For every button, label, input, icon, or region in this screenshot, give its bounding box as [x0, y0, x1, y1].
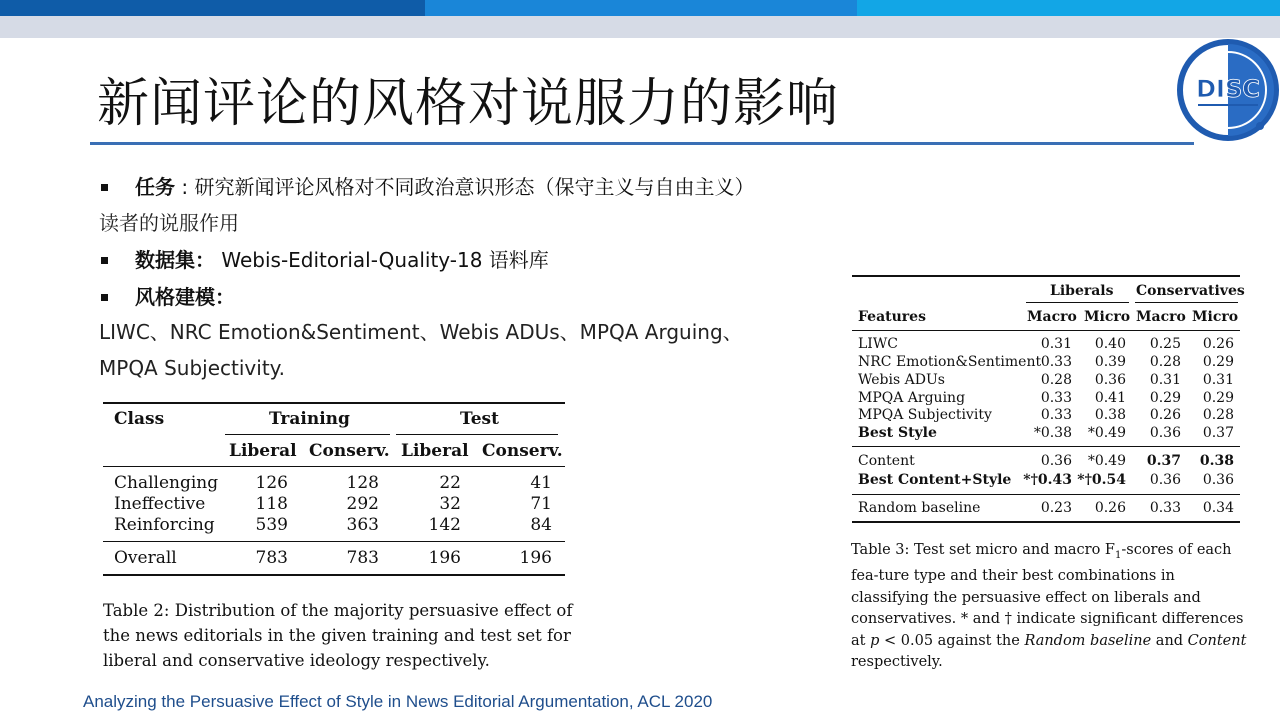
cell: 0.41 — [1094, 390, 1126, 406]
sub-header: Liberal — [229, 441, 297, 461]
dataset-bullet — [101, 245, 549, 275]
cell: 0.36 — [1202, 472, 1234, 488]
citation-footer: Analyzing the Persuasive Effect of Style in News Editorial Argumentation, ACL 2020 — [83, 692, 713, 711]
cell: 0.28 — [1202, 407, 1234, 423]
cell: 0.36 — [1040, 453, 1072, 469]
row-label: Best Content+Style — [858, 472, 1012, 488]
cell: 539 — [255, 515, 288, 535]
cell: 0.36 — [1094, 372, 1126, 388]
task-text-continued: 读者的说服作用 — [99, 211, 239, 235]
cell: *0.49 — [1087, 425, 1126, 441]
cell: 0.33 — [1040, 407, 1072, 423]
cell: 0.33 — [1149, 500, 1181, 516]
cell: 363 — [346, 515, 379, 535]
cell: 783 — [255, 548, 288, 568]
col-header-test: Test — [460, 409, 499, 429]
cell: 0.33 — [1040, 390, 1072, 406]
bullet-square-icon — [101, 294, 108, 301]
cell: 783 — [346, 548, 379, 568]
cell: 0.29 — [1202, 354, 1234, 370]
cell: 84 — [530, 515, 552, 535]
bullet-square-icon — [101, 184, 108, 191]
cell: 0.36 — [1149, 425, 1181, 441]
caption-subscript: 1 — [1114, 549, 1122, 561]
table-2-caption: Table 2: Distribution of the majority persuasive effect of the news editorials in the given training and test set for liberal and conservative ideology respectively. — [103, 601, 573, 670]
top-banner — [0, 0, 1280, 38]
row-label: Reinforcing — [114, 515, 215, 535]
task-bullet — [101, 172, 754, 202]
banner-segment — [0, 0, 425, 16]
cell: 0.33 — [1040, 354, 1072, 370]
table-3-caption — [851, 540, 1251, 674]
cell: 0.34 — [1202, 500, 1234, 516]
col-header-liberals: Liberals — [1050, 283, 1114, 299]
caption-text: -scores of each fea-ture type and their best combinations in classifying the persuasive effect on liberals and conservatives. * and † indicate significant differences at — [851, 542, 1244, 649]
cell: 196 — [519, 548, 552, 568]
row-label: Webis ADUs — [858, 372, 945, 388]
task-label: 任务 — [135, 175, 175, 199]
cell: 0.28 — [1040, 372, 1072, 388]
disc-logo-icon — [1176, 38, 1280, 142]
sub-header: Liberal — [401, 441, 469, 461]
cell: 0.26 — [1202, 336, 1234, 352]
style-bullet — [101, 282, 235, 312]
dataset-text: Webis-Editorial-Quality-18 语料库 — [215, 248, 549, 272]
style-text-line2: MPQA Subjectivity. — [99, 356, 285, 380]
cell: 0.37 — [1202, 425, 1234, 441]
cell: 0.36 — [1149, 472, 1181, 488]
row-label: Best Style — [858, 425, 937, 441]
row-label: MPQA Arguing — [858, 390, 966, 406]
cell: 22 — [439, 473, 461, 493]
cell: 71 — [530, 494, 552, 514]
sub-header: Macro — [1027, 309, 1077, 325]
cell: 0.31 — [1202, 372, 1234, 388]
style-label: 风格建模： — [135, 285, 235, 309]
title-divider — [90, 142, 1194, 145]
caption-italic: Content — [1187, 632, 1247, 649]
row-label: Random baseline — [858, 500, 981, 516]
cell: 118 — [255, 494, 288, 514]
caption-italic: p — [870, 632, 880, 649]
row-label: Challenging — [114, 473, 219, 493]
cell: 41 — [530, 473, 552, 493]
bullet-square-icon — [101, 257, 108, 264]
row-label: Ineffective — [114, 494, 206, 514]
cell: 0.31 — [1040, 336, 1072, 352]
task-text: : 研究新闻评论风格对不同政治意识形态（保守主义与自由主义） — [175, 175, 755, 199]
cell: 0.37 — [1146, 453, 1181, 469]
dataset-label: 数据集： — [135, 248, 215, 272]
cell: 0.29 — [1149, 390, 1181, 406]
sub-header: Micro — [1084, 309, 1131, 325]
col-header-class: Class — [114, 409, 165, 429]
cell: 32 — [439, 494, 461, 514]
cell: 0.25 — [1149, 336, 1181, 352]
banner-segment — [425, 0, 857, 16]
logo-text: DISC — [1196, 75, 1260, 103]
col-header-training: Training — [269, 409, 350, 429]
cell: 0.39 — [1094, 354, 1126, 370]
cell: 0.38 — [1094, 407, 1126, 423]
page-title: 新闻评论的风格对说服力的影响 — [97, 74, 840, 134]
cell: 126 — [255, 473, 288, 493]
sub-header: Macro — [1136, 309, 1186, 325]
caption-text: respectively. — [851, 654, 943, 671]
caption-text: Table 3: Test set micro and macro F — [851, 542, 1115, 558]
caption-text: and — [1151, 632, 1188, 649]
cell: 0.31 — [1149, 372, 1181, 388]
cell: 0.26 — [1149, 407, 1181, 423]
row-label: Content — [858, 453, 915, 469]
style-text-line1: LIWC、NRC Emotion&Sentiment、Webis ADUs、MPQA Arguing、 — [99, 320, 743, 344]
cell: 0.38 — [1199, 453, 1234, 469]
cell: 0.28 — [1149, 354, 1181, 370]
row-label: Overall — [114, 548, 177, 568]
cell: 0.29 — [1202, 390, 1234, 406]
banner-segment — [857, 0, 1280, 16]
cell: 0.26 — [1094, 500, 1126, 516]
caption-text: < 0.05 against the — [879, 632, 1025, 649]
col-header-features: Features — [858, 309, 926, 325]
cell: *†0.54 — [1077, 472, 1126, 488]
sub-header: Conserv. — [482, 441, 563, 461]
cell: *†0.43 — [1023, 472, 1072, 488]
col-header-conservatives: Conservatives — [1136, 283, 1245, 299]
cell: 0.40 — [1094, 336, 1126, 352]
banner-underline — [0, 16, 1280, 38]
cell: 128 — [346, 473, 379, 493]
caption-italic: Random baseline — [1024, 632, 1152, 649]
cell: 196 — [428, 548, 461, 568]
row-label: LIWC — [858, 336, 898, 352]
cell: *0.49 — [1087, 453, 1126, 469]
cell: 0.23 — [1040, 500, 1072, 516]
row-label: NRC Emotion&Sentiment — [858, 354, 1042, 370]
cell: 142 — [428, 515, 461, 535]
cell: *0.38 — [1033, 425, 1072, 441]
sub-header: Micro — [1192, 309, 1239, 325]
sub-header: Conserv. — [309, 441, 390, 461]
row-label: MPQA Subjectivity — [858, 407, 992, 423]
cell: 292 — [346, 494, 379, 514]
